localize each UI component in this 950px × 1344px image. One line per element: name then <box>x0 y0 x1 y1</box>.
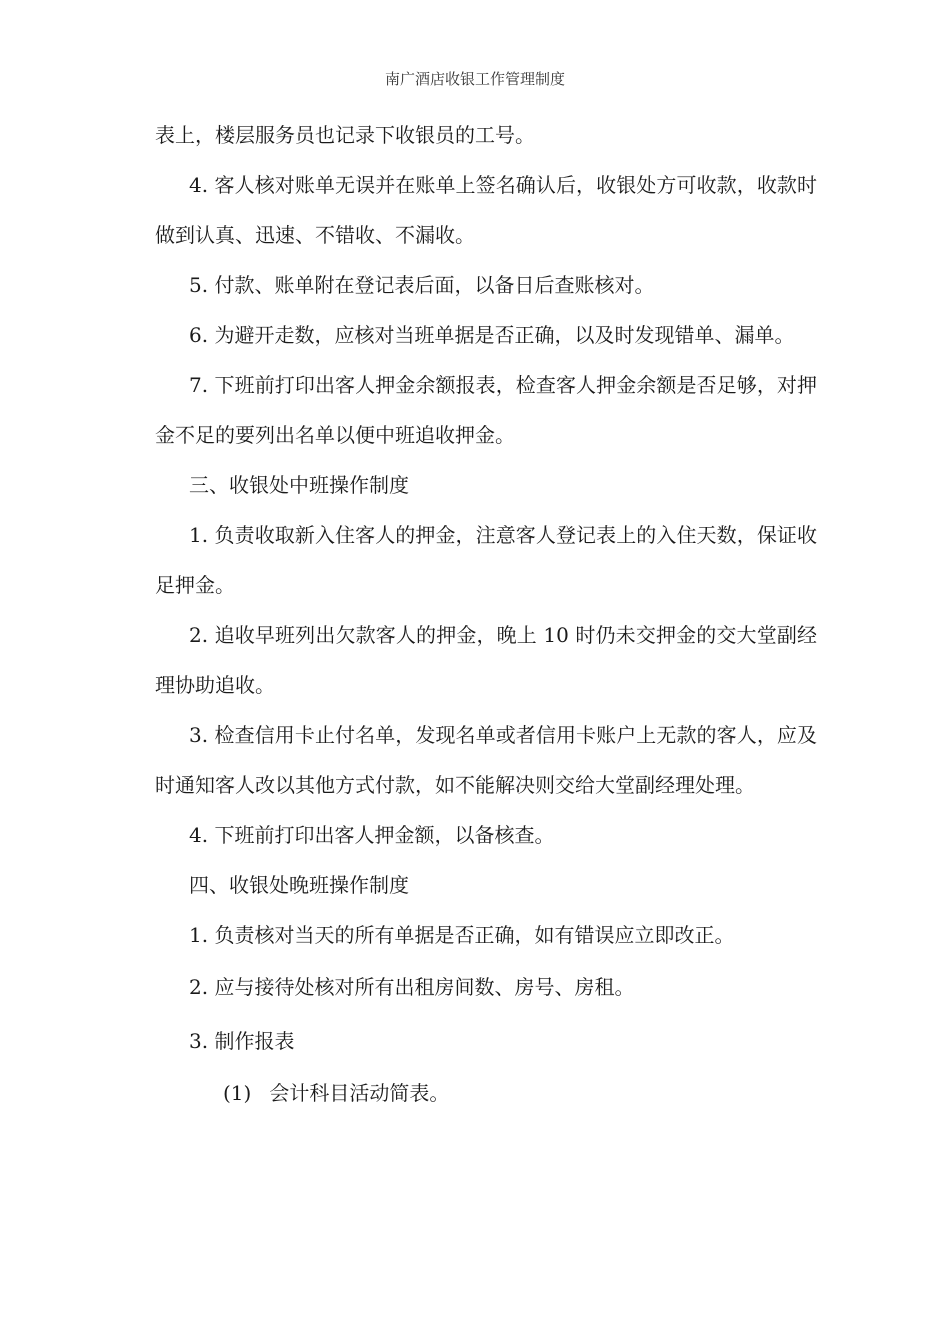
paragraph-item-5: 5. 付款、账单附在登记表后面，以备日后查账核对。 <box>189 273 655 297</box>
paragraph-mid-item-1: 1. 负责收取新入住客人的押金，注意客人登记表上的入住天数，保证收足押金。 <box>155 523 817 597</box>
paragraph-mid-item-3: 3. 检查信用卡止付名单，发现名单或者信用卡账户上无款的客人，应及时通知客人改以其他方式付款，如不能解决则交给大堂副经理处理。 <box>155 723 817 797</box>
document-title: 南广酒店收银工作管理制度 <box>384 70 565 88</box>
sub-item-marker: (1) <box>223 1081 252 1105</box>
paragraph-mid-item-4: 4. 下班前打印出客人押金额，以备核查。 <box>189 823 555 847</box>
paragraph-mid-item-2: 2. 追收早班列出欠款客人的押金，晚上 10 时仍未交押金的交大堂副经理协助追收。 <box>155 623 817 697</box>
paragraph-item-4: 4. 客人核对账单无误并在账单上签名确认后，收银处方可收款，收款时做到认真、迅速、不错收、不漏收。 <box>155 173 817 247</box>
page-header <box>0 68 950 89</box>
paragraph-night-item-2: 2. 应与接待处核对所有出租房间数、房号、房租。 <box>189 975 635 999</box>
document-body <box>155 110 817 1118</box>
sub-item-1 <box>155 1068 817 1118</box>
section-heading-4: 四、收银处晚班操作制度 <box>189 873 409 897</box>
paragraph-item-7: 7. 下班前打印出客人押金余额报表，检查客人押金余额是否足够，对押金不足的要列出名单以便中班追收押金。 <box>155 373 817 447</box>
sub-item-text: 会计科目活动简表。 <box>269 1081 450 1105</box>
paragraph-night-item-3: 3. 制作报表 <box>189 1029 295 1053</box>
paragraph-night-item-1: 1. 负责核对当天的所有单据是否正确，如有错误应立即改正。 <box>189 923 735 947</box>
paragraph-continuation: 表上，楼层服务员也记录下收银员的工号。 <box>155 123 535 147</box>
section-heading-3: 三、收银处中班操作制度 <box>189 473 409 497</box>
paragraph-item-6: 6. 为避开走数，应核对当班单据是否正确，以及时发现错单、漏单。 <box>189 323 795 347</box>
